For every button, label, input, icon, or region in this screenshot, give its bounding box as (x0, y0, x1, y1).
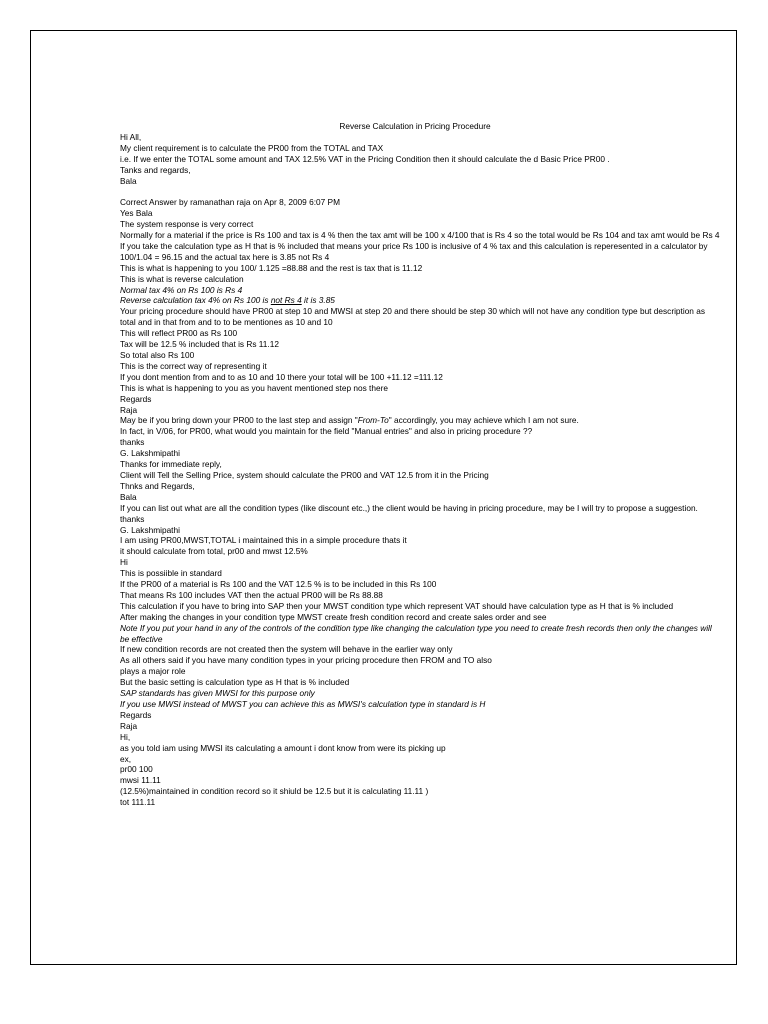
text-line (120, 459, 720, 470)
line-text-after: " accordingly, you may achieve which I am not sure. (388, 415, 579, 426)
text-line (120, 372, 720, 383)
line-text: Normal tax 4% on Rs 100 is Rs 4 (120, 284, 243, 295)
line-text: This is what is happening to you 100/ 1.125 =88.88 and the rest is tax that is 11.12 (120, 262, 423, 273)
text-line (120, 154, 720, 165)
text-line (120, 176, 720, 187)
text-line (120, 208, 720, 219)
text-line (120, 219, 720, 230)
line-text: Yes Bala (120, 208, 153, 219)
text-line (120, 383, 720, 394)
underlined-text: not Rs 4 (270, 295, 302, 306)
line-text: I am using PR00,MWST,TOTAL i maintained this in a simple procedure thats it (120, 535, 407, 546)
line-text: This is the correct way of representing it (120, 360, 267, 371)
line-text: Normally for a material if the price is Rs 100 and tax is 4 % then the tax amt will be 100 x 4/100 that is Rs 4 so the total would be Rs 104 and tax amt would be Rs 4 (120, 230, 720, 241)
line-text: This will reflect PR00 as Rs 100 (120, 328, 238, 339)
line-text: Regards (120, 393, 152, 404)
text-line (120, 590, 720, 601)
line-text: If you take the calculation type as H that is % included that means your price Rs 100 is inclusive of 4 % tax and this calculation is reperesented in a calculator by 100/1.04 = 96.15 and the actual tax here is 3.85 not Rs 4 (120, 240, 708, 262)
text-line (120, 470, 720, 481)
text-line (120, 405, 720, 416)
text-line (120, 666, 720, 677)
text-line (120, 263, 720, 274)
line-text: mwsi 11.11 (120, 775, 161, 786)
text-line (120, 361, 720, 372)
text-line (120, 426, 720, 437)
line-text: This is possiible in standard (120, 568, 222, 579)
text-line (120, 143, 720, 154)
text-line (120, 285, 720, 296)
line-text: Client will Tell the Selling Price, system should calculate the PR00 and VAT 12.5 from it in the Pricing (120, 469, 489, 480)
text-line (120, 623, 720, 645)
line-text: Raja (120, 720, 138, 731)
line-text: Thanks for immediate reply, (120, 459, 222, 470)
text-line (120, 732, 720, 743)
document-lines (120, 132, 720, 808)
text-line (120, 437, 720, 448)
text-line (120, 557, 720, 568)
line-text: thanks (120, 513, 145, 524)
text-line (120, 525, 720, 536)
line-text: Note If you put your hand in any of the controls of the condition type like changing the calculation type you need to create fresh records then only the changes will be effective (120, 622, 712, 644)
line-text: If you can list out what are all the condition types (like discount etc.,) the client would be having in pricing procedure, may be I will try to propose a suggestion. (120, 502, 698, 513)
line-text: Tax will be 12.5 % included that is Rs 11.12 (120, 339, 279, 350)
line-text: If the PR00 of a material is Rs 100 and the VAT 12.5 % is to be included in this Rs 100 (120, 579, 437, 590)
line-text: That means Rs 100 includes VAT then the actual PR00 will be Rs 88.88 (120, 589, 383, 600)
line-text: G. Lakshmipathi (120, 448, 180, 459)
text-line (120, 601, 720, 612)
line-text: ex, (120, 753, 132, 764)
line-text: Tanks and regards, (120, 164, 191, 175)
text-line (120, 492, 720, 503)
text-line (120, 754, 720, 765)
text-line (120, 241, 720, 263)
document-title: Reverse Calculation in Pricing Procedure (339, 121, 491, 131)
line-text: In fact, in V/06, for PR00, what would you maintain for the field "Manual entries" and also in pricing procedure ?? (120, 426, 533, 437)
text-line (120, 197, 720, 208)
line-text-after: it is 3.85 (301, 295, 335, 306)
text-line (120, 448, 720, 459)
text-line (120, 295, 720, 306)
text-line (120, 514, 720, 525)
line-text: Hi, (120, 731, 131, 742)
text-line (120, 710, 720, 721)
line-text: G. Lakshmipathi (120, 524, 180, 535)
document-body (120, 121, 720, 808)
text-line (120, 535, 720, 546)
text-line (120, 775, 720, 786)
text-line (120, 186, 720, 197)
line-text: plays a major role (120, 666, 186, 677)
line-text: Bala (120, 491, 137, 502)
line-text: Hi (120, 557, 128, 568)
document-page (30, 30, 737, 965)
line-text: i.e. If we enter the TOTAL some amount and TAX 12.5% VAT in the Pricing Condition then it should calculate the d Basic Price PR00 . (120, 153, 610, 164)
text-line (120, 394, 720, 405)
line-text: Correct Answer by ramanathan raja on Apr 8, 2009 6:07 PM (120, 197, 340, 208)
line-text: thanks (120, 437, 145, 448)
line-text: Hi All, (120, 131, 142, 142)
line-text: Regards (120, 709, 152, 720)
line-text: The system response is very correct (120, 219, 254, 230)
line-text: Thnks and Regards, (120, 480, 195, 491)
text-line (120, 132, 720, 143)
text-line (120, 306, 720, 328)
text-line (120, 274, 720, 285)
line-text: If you dont mention from and to as 10 and 10 there your total will be 100 +11.12 =111.12 (120, 371, 443, 382)
line-text: May be if you bring down your PR00 to the last step and assign " (120, 415, 358, 426)
text-line (120, 579, 720, 590)
line-text: Raja (120, 404, 138, 415)
line-text: This is what is happening to you as you havent mentioned step nos there (120, 382, 388, 393)
text-line (120, 677, 720, 688)
text-line (120, 546, 720, 557)
line-text: tot 111.11 (120, 797, 156, 808)
text-line (120, 568, 720, 579)
text-line (120, 743, 720, 754)
text-line (120, 165, 720, 176)
text-line (120, 230, 720, 241)
line-text: My client requirement is to calculate the PR00 from the TOTAL and TAX (120, 142, 384, 153)
line-text: So total also Rs 100 (120, 350, 195, 361)
line-text: Your pricing procedure should have PR00 at step 10 and MWSI at step 20 and there should be step 30 which will not have any condition type but description as total and in that from and to to be mentiones as 10 and 10 (120, 306, 705, 328)
line-text: As all others said if you have many condition types in your pricing procedure then FROM and TO also (120, 655, 492, 666)
line-text: If you use MWSI instead of MWST you can achieve this as MWSI's calculation type in standard is H (120, 699, 486, 710)
line-text: After making the changes in your condition type MWST create fresh condition record and create sales order and see (120, 611, 547, 622)
text-line (120, 481, 720, 492)
line-text: pr00 100 (120, 764, 153, 775)
text-line (120, 688, 720, 699)
line-text: But the basic setting is calculation type as H that is % included (120, 677, 350, 688)
text-line (120, 350, 720, 361)
line-text: If new condition records are not created then the system will behave in the earlier way only (120, 644, 453, 655)
line-text: SAP standards has given MWSI for this purpose only (120, 688, 315, 699)
text-line (120, 339, 720, 350)
text-line (120, 721, 720, 732)
line-text: This calculation if you have to bring into SAP then your MWST condition type which represent VAT should have calculation type as H that is % included (120, 600, 674, 611)
text-line (120, 699, 720, 710)
line-text: This is what is reverse calculation (120, 273, 244, 284)
line-text: as you told iam using MWSI its calculating a amount i dont know from were its picking up (120, 742, 446, 753)
text-line (120, 786, 720, 797)
line-text: (12.5%)maintained in condition record so it shiuld be 12.5 but it is calculating 11.11 ) (120, 786, 429, 797)
text-line (120, 764, 720, 775)
line-text: it should calculate from total, pr00 and mwst 12.5% (120, 546, 308, 557)
text-line (120, 644, 720, 655)
line-text: Reverse calculation tax 4% on Rs 100 is (120, 295, 271, 306)
text-line (120, 328, 720, 339)
text-line (120, 655, 720, 666)
line-text: Bala (120, 175, 137, 186)
text-line (120, 797, 720, 808)
text-line (120, 612, 720, 623)
text-line (120, 415, 720, 426)
italic-text: From-To (357, 415, 389, 426)
text-line (120, 503, 720, 514)
